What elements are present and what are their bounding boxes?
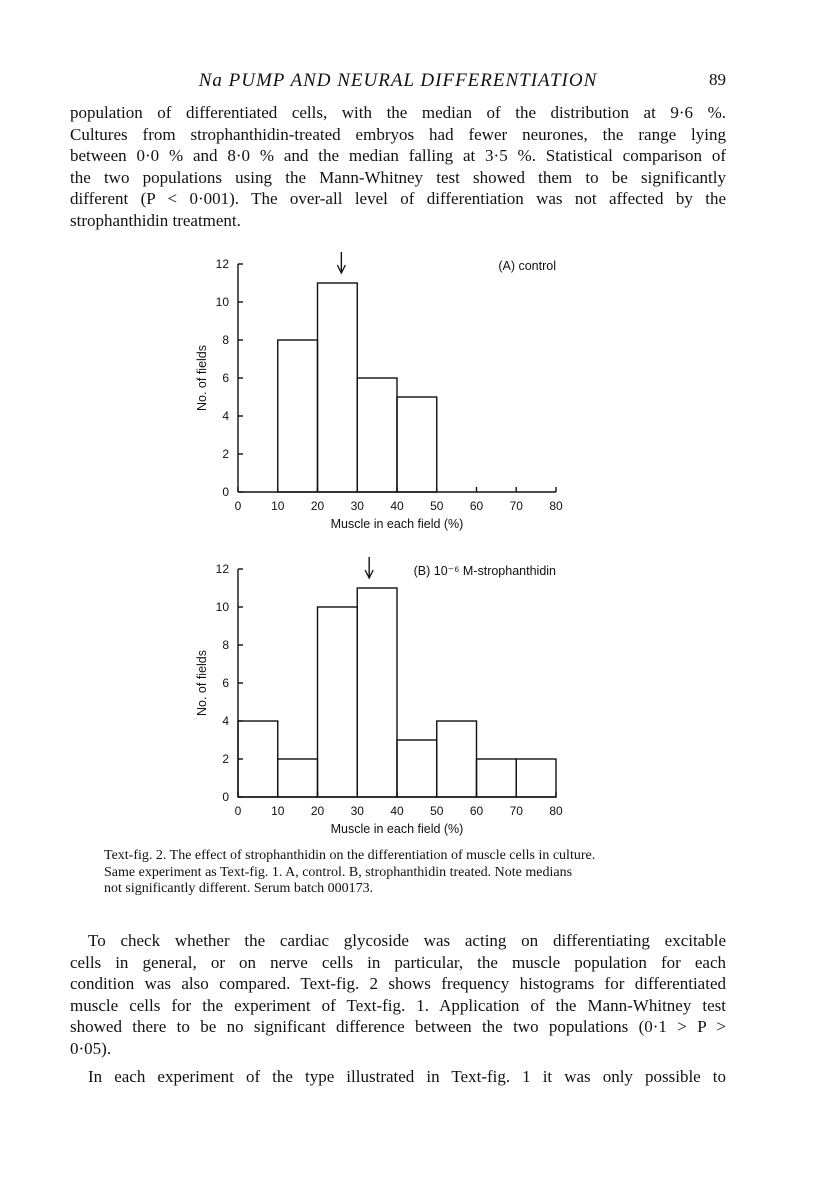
y-tick-label: 10 <box>215 295 229 309</box>
y-tick-label: 6 <box>222 676 229 690</box>
paragraph-line: population of differentiated cells, with the median of the distribution at 9·6 %. <box>70 103 726 122</box>
paragraph-1 <box>70 102 726 232</box>
x-tick-label: 70 <box>509 804 523 818</box>
histogram-bar <box>318 607 358 797</box>
page-number: 89 <box>709 70 726 89</box>
x-tick-label: 30 <box>350 804 364 818</box>
y-tick-label: 4 <box>222 714 229 728</box>
x-tick-label: 60 <box>469 499 484 513</box>
x-tick-label: 60 <box>469 804 484 818</box>
y-tick-label: 4 <box>222 409 229 423</box>
y-tick-label: 6 <box>222 371 229 385</box>
histogram-bar <box>477 759 517 797</box>
paragraph-line: the two populations using the Mann-Whitney test showed them to be significantly <box>70 167 726 187</box>
y-tick-label: 8 <box>222 638 229 652</box>
histogram-bar <box>278 340 318 492</box>
x-tick-label: 30 <box>350 499 364 513</box>
y-axis-label: No. of fields <box>195 344 209 412</box>
paragraph-line: between 0·0 % and 8·0 % and the median falling at 3·5 %. Statistical comparison of <box>70 146 726 166</box>
histogram-bar <box>397 740 437 797</box>
x-tick-label: 80 <box>549 804 563 818</box>
page-header <box>70 70 726 94</box>
y-tick-label: 8 <box>222 333 229 347</box>
histogram-bar <box>357 378 397 492</box>
paragraph-line: different (P < 0·001). The over-all level of differentiation was not affected by the <box>70 189 726 209</box>
x-tick-label: 10 <box>271 804 285 818</box>
histogram-bar <box>397 397 437 492</box>
histogram-bar <box>238 721 278 797</box>
histogram-bar <box>278 759 318 797</box>
x-tick-label: 0 <box>234 499 242 513</box>
histogram-b <box>190 555 590 840</box>
histogram-bar <box>516 759 556 797</box>
caption-line: not significantly different. Serum batch 000173. <box>104 881 374 896</box>
y-tick-label: 10 <box>215 600 229 614</box>
paragraph-line: In each experiment of the type illustrated in Text-fig. 1 it was only possible to <box>88 1067 726 1086</box>
paragraph-line: 0·05). <box>70 1038 112 1058</box>
figure-caption <box>104 848 704 898</box>
y-tick-label: 0 <box>222 485 229 499</box>
x-tick-label: 70 <box>509 499 523 513</box>
paragraph-line: showed there to be no significant difference between the two populations (0·1 > P > <box>70 1017 726 1037</box>
histogram-bar <box>318 283 358 492</box>
x-tick-label: 10 <box>271 499 285 513</box>
paragraph-line: cells in general, or on nerve cells in particular, the muscle population for each <box>70 952 726 972</box>
paragraph-2 <box>70 930 726 1060</box>
panel-label: (A) control <box>498 259 556 273</box>
paragraph-line: strophanthidin treatment. <box>70 210 241 230</box>
y-tick-label: 2 <box>222 752 229 766</box>
running-title: Na PUMP AND NEURAL DIFFERENTIATION <box>198 70 598 91</box>
paragraph-line: To check whether the cardiac glycoside was acting on differentiating excitable <box>88 931 726 950</box>
x-tick-label: 40 <box>390 804 404 818</box>
x-tick-label: 0 <box>234 804 242 818</box>
y-tick-label: 2 <box>222 447 229 461</box>
y-tick-label: 12 <box>215 257 229 271</box>
x-tick-label: 50 <box>430 804 444 818</box>
x-tick-label: 80 <box>549 499 563 513</box>
x-tick-label: 20 <box>310 804 325 818</box>
caption-line: Same experiment as Text-fig. 1. A, control. B, strophanthidin treated. Note medians <box>104 864 573 880</box>
x-axis-label: Muscle in each field (%) <box>330 822 464 836</box>
paragraph-line: Cultures from strophanthidin-treated embryos had fewer neurones, the range lying <box>70 124 726 144</box>
x-tick-label: 20 <box>310 499 325 513</box>
paragraph-line: muscle cells for the experiment of Text-fig. 1. Application of the Mann-Whitney test <box>70 995 726 1015</box>
x-tick-label: 50 <box>430 499 444 513</box>
x-axis-label: Muscle in each field (%) <box>330 517 464 531</box>
paragraph-3 <box>70 1066 726 1088</box>
panel-label: (B) 10⁻⁶ M-strophanthidin <box>413 564 556 578</box>
x-tick-label: 40 <box>390 499 404 513</box>
histogram-a <box>190 250 590 535</box>
histogram-bar <box>437 721 477 797</box>
paragraph-line: condition was also compared. Text-fig. 2 shows frequency histograms for differentiated <box>70 974 726 994</box>
y-tick-label: 12 <box>215 562 229 576</box>
caption-line: Text-fig. 2. The effect of strophanthidin on the differentiation of muscle cells in culture. <box>104 848 596 863</box>
y-tick-label: 0 <box>222 790 229 804</box>
histogram-bar <box>357 588 397 797</box>
y-axis-label: No. of fields <box>195 649 209 717</box>
